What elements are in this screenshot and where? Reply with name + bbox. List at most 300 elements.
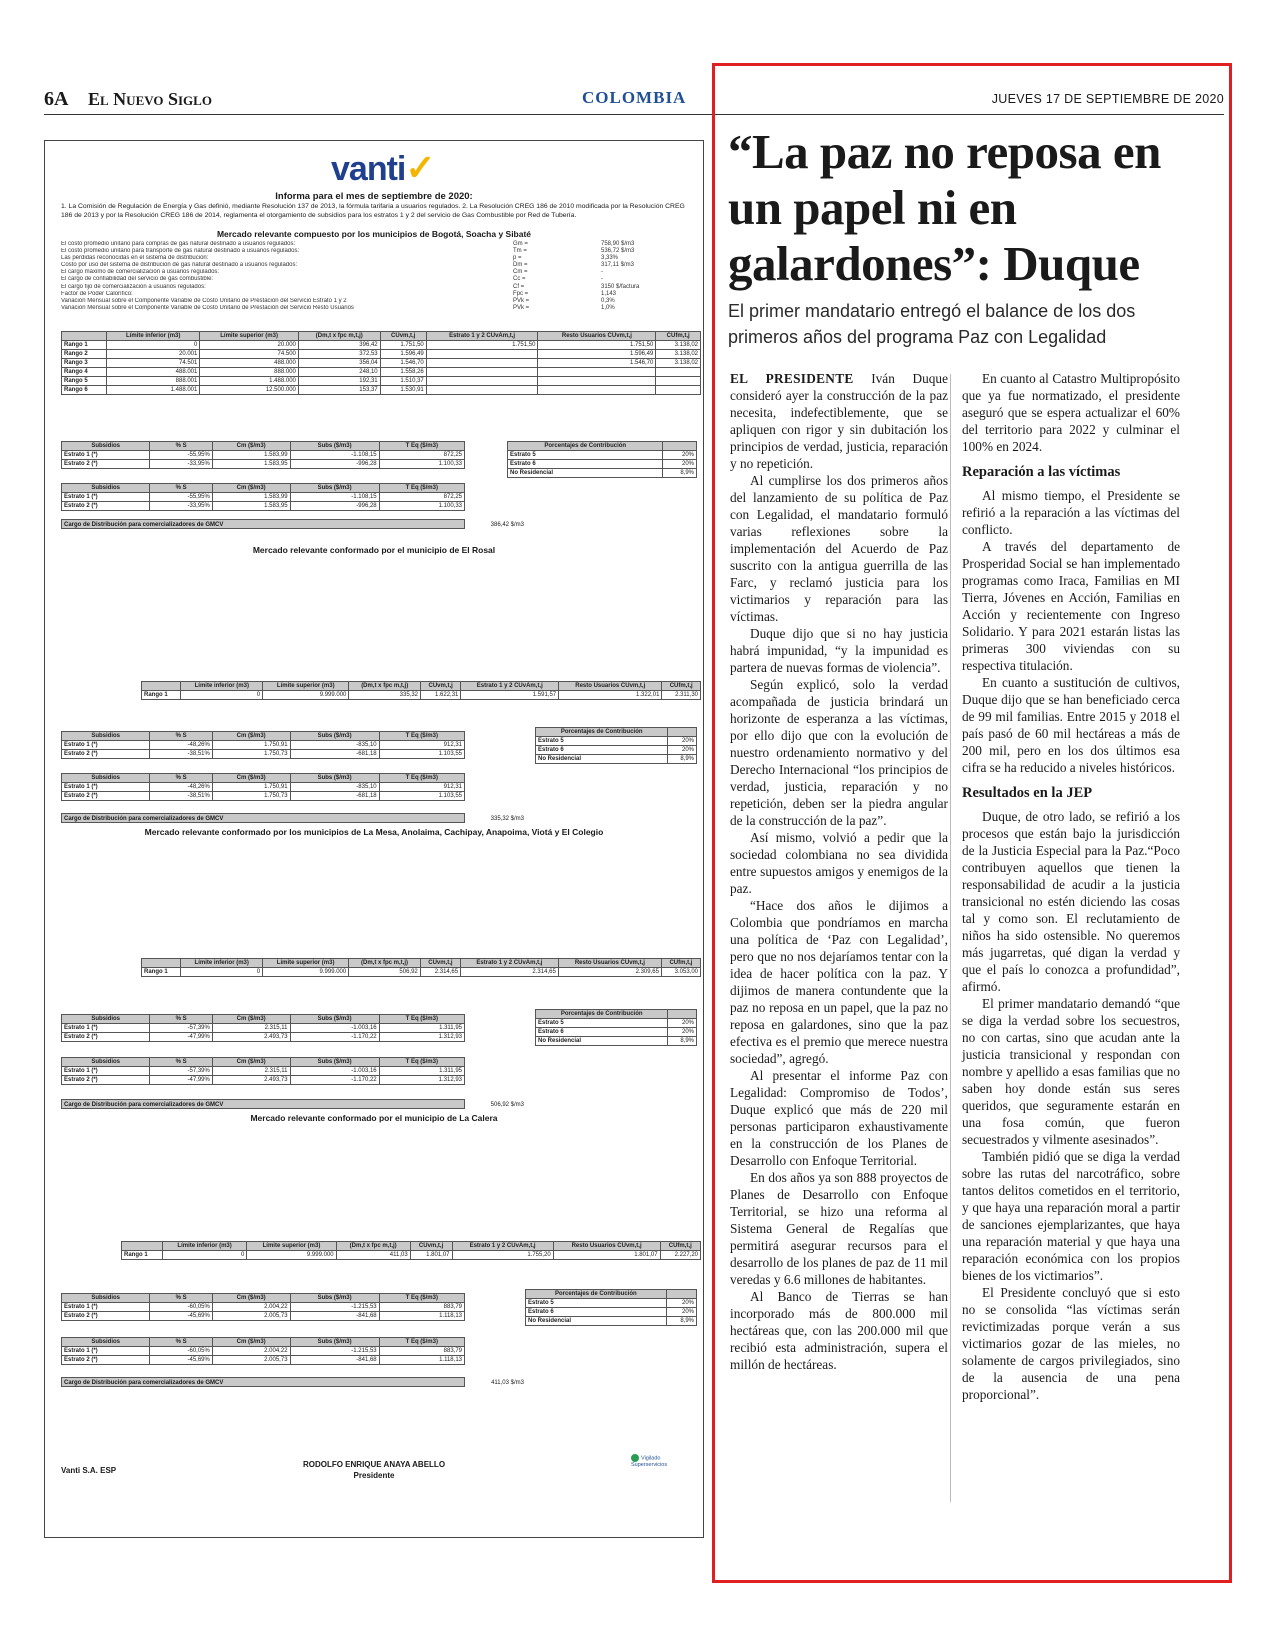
table-header-row bbox=[62, 1058, 465, 1067]
table-cell: 8,9% bbox=[668, 1037, 697, 1046]
table-cell: -1.215,53 bbox=[290, 1347, 379, 1356]
table-header-cell: Subsidios bbox=[62, 1015, 150, 1024]
table-row bbox=[526, 1317, 697, 1326]
table-cell: 1.103,55 bbox=[379, 792, 464, 801]
table-row bbox=[62, 460, 465, 469]
table-cell bbox=[656, 368, 701, 377]
table-row bbox=[62, 377, 701, 386]
table-header-cell: Subs ($/m3) bbox=[290, 1294, 379, 1303]
article-paragraph: Duque dijo que si no hay justicia habrá impunidad, “y la impunidad es partera de nuevas formas de violencia”. bbox=[730, 626, 948, 675]
table-cell: 192,31 bbox=[298, 377, 380, 386]
table-row bbox=[62, 368, 701, 377]
table-cell: 3.138,02 bbox=[656, 359, 701, 368]
table-cell: 488.001 bbox=[107, 368, 200, 377]
table-cell: 2.004,22 bbox=[212, 1347, 290, 1356]
contribution-table-2 bbox=[535, 727, 697, 764]
table-cell: 3.138,02 bbox=[656, 350, 701, 359]
table-row bbox=[526, 1308, 697, 1317]
table-cell: -841,68 bbox=[290, 1312, 379, 1321]
table-cell: Rango 3 bbox=[62, 359, 107, 368]
rate-table-1 bbox=[61, 331, 701, 395]
table-cell: 2.005,73 bbox=[212, 1312, 290, 1321]
parameter-symbol: PVk = bbox=[513, 304, 530, 311]
table-cell: 1.558,26 bbox=[380, 368, 426, 377]
parameter-symbol: PVk = bbox=[513, 297, 530, 304]
table-header-cell: Porcentajes de Contribución bbox=[536, 1010, 668, 1019]
article-paragraph: El Presidente concluyó que si esto no se consolida “las víctimas serán revictimizadas porque verán a sus victimarios gozar de las mieles, no solamente de cargos privilegiados, sino de la ausencia de una pena proporcional”. bbox=[962, 1285, 1180, 1402]
table-cell: Estrato 6 bbox=[536, 1028, 668, 1037]
table-cell: 1.750,91 bbox=[212, 783, 290, 792]
table-cell: 74.500 bbox=[200, 350, 299, 359]
table-cell bbox=[426, 368, 538, 377]
table-header-cell: % S bbox=[150, 732, 212, 741]
table-header-cell: CUvm,t,j bbox=[380, 332, 426, 341]
table-header-cell bbox=[62, 332, 107, 341]
table-cell: 1.546,70 bbox=[380, 359, 426, 368]
table-cell: 1.488.000 bbox=[200, 377, 299, 386]
table-cell bbox=[656, 377, 701, 386]
parameter-symbol: Gm = bbox=[513, 241, 528, 247]
parameter-value: 758,90 $/m3 bbox=[601, 241, 635, 247]
table-header-cell: % S bbox=[150, 442, 212, 451]
table-header-cell: CUfm,t,j bbox=[661, 959, 700, 968]
table-cell: 883,79 bbox=[379, 1303, 464, 1312]
table-header-cell: % S bbox=[150, 484, 212, 493]
table-row bbox=[536, 746, 697, 755]
section-name: COLOMBIA bbox=[582, 88, 687, 107]
parameter-value: 536,72 $/m3 bbox=[601, 248, 635, 255]
table-header-cell: (Dm,t x fpc m,t,j) bbox=[336, 1242, 410, 1251]
table-cell: -60,05% bbox=[150, 1303, 212, 1312]
table-cell: Rango 1 bbox=[62, 341, 107, 350]
table-header-cell: Cm ($/m3) bbox=[212, 1015, 290, 1024]
table-cell: 912,31 bbox=[379, 783, 464, 792]
table-header-cell: Límite superior (m3) bbox=[263, 682, 349, 691]
table-header-row bbox=[122, 1242, 701, 1251]
article-column-1 bbox=[730, 370, 948, 1373]
table-cell: 912,31 bbox=[379, 741, 464, 750]
table-cell: Estrato 5 bbox=[536, 1019, 668, 1028]
table-header-cell bbox=[122, 1242, 163, 1251]
table-cell: -47,99% bbox=[150, 1033, 212, 1042]
table-header-cell: Resto Usuarios CUvm,t,j bbox=[553, 1242, 660, 1251]
parameter-row bbox=[61, 248, 701, 255]
table-cell: -38,51% bbox=[150, 792, 212, 801]
parameter-value: - bbox=[601, 276, 603, 283]
table-cell: 8,9% bbox=[668, 755, 697, 764]
market-parameters-1 bbox=[61, 241, 701, 312]
table-header-cell: T Eq ($/m3) bbox=[379, 1058, 464, 1067]
table-cell: 2.314,65 bbox=[461, 968, 559, 977]
table-cell: 1.755,20 bbox=[452, 1251, 553, 1260]
rate-table-2 bbox=[141, 681, 701, 700]
page-number: 6A bbox=[44, 88, 69, 110]
subsidy-table-4b bbox=[61, 1337, 465, 1365]
table-header-cell: T Eq ($/m3) bbox=[379, 732, 464, 741]
table-cell: 0 bbox=[181, 968, 263, 977]
market-heading-1: Mercado relevante compuesto por los municipios de Bogotá, Soacha y Sibaté bbox=[216, 229, 532, 239]
table-cell: 2.315,11 bbox=[212, 1024, 290, 1033]
table-cell: 1.596,49 bbox=[538, 350, 656, 359]
table-cell: -996,28 bbox=[290, 460, 379, 469]
table-row bbox=[526, 1299, 697, 1308]
table-cell: Estrato 1 (*) bbox=[62, 1303, 150, 1312]
table-header-row bbox=[142, 682, 701, 691]
table-header-cell: Subs ($/m3) bbox=[290, 1338, 379, 1347]
table-cell: Estrato 6 bbox=[536, 746, 668, 755]
table-cell bbox=[426, 359, 538, 368]
table-cell: Estrato 1 (*) bbox=[62, 741, 150, 750]
contribution-table-1 bbox=[507, 441, 697, 478]
distribution-charge-3: Cargo de Distribución para comercializadores de GMCV 506,92 $/m3 bbox=[61, 1099, 465, 1109]
article-paragraph: Al mismo tiempo, el Presidente se refirió a la reparación a las víctimas del conflicto. bbox=[962, 488, 1180, 537]
parameter-label: Factor de Poder Calorífico: bbox=[61, 290, 133, 297]
parameter-row bbox=[61, 262, 701, 269]
table-cell bbox=[538, 377, 656, 386]
parameter-label: Costo por uso del sistema de distribución de gas natural destinado a usuarios regulados: bbox=[61, 262, 298, 269]
parameter-value: 1,0% bbox=[601, 304, 615, 311]
table-cell: 372,53 bbox=[298, 350, 380, 359]
table-cell: 20% bbox=[668, 737, 697, 746]
table-row bbox=[62, 1067, 465, 1076]
table-cell: 1.583,99 bbox=[212, 451, 290, 460]
table-header-row bbox=[62, 774, 465, 783]
table-cell: -1.108,15 bbox=[290, 451, 379, 460]
parameter-value: 0,3% bbox=[601, 297, 615, 304]
table-cell: 153,37 bbox=[298, 386, 380, 395]
parameter-row bbox=[61, 298, 701, 305]
table-header-cell: Porcentajes de Contribución bbox=[526, 1290, 667, 1299]
table-cell: 888.001 bbox=[107, 377, 200, 386]
table-header-cell: Límite inferior (m3) bbox=[181, 959, 263, 968]
parameter-symbol: Cc = bbox=[513, 276, 526, 283]
parameter-row bbox=[61, 291, 701, 298]
table-header-cell: Cm ($/m3) bbox=[212, 732, 290, 741]
distribution-charge-4: Cargo de Distribución para comercializadores de GMCV 411,03 $/m3 bbox=[61, 1377, 465, 1387]
table-cell: 335,32 bbox=[349, 691, 421, 700]
table-header-cell: T Eq ($/m3) bbox=[379, 774, 464, 783]
table-cell: -1.108,15 bbox=[290, 493, 379, 502]
table-cell: 1.801,07 bbox=[553, 1251, 660, 1260]
table-cell: 411,03 bbox=[336, 1251, 410, 1260]
table-row bbox=[62, 1024, 465, 1033]
table-header-cell: T Eq ($/m3) bbox=[379, 1338, 464, 1347]
table-cell: 1.751,50 bbox=[426, 341, 538, 350]
article-paragraph: Así mismo, volvió a pedir que la sociedad colombiana no sea dividida entre supuestos amigos y enemigos de la paz. bbox=[730, 830, 948, 896]
parameter-value: - bbox=[601, 269, 603, 276]
table-row bbox=[62, 1347, 465, 1356]
article-lead: EL PRESIDENTE bbox=[730, 371, 854, 386]
table-header-cell: Subsidios bbox=[62, 732, 150, 741]
table-cell: Estrato 1 (*) bbox=[62, 783, 150, 792]
table-cell: -1.003,16 bbox=[290, 1024, 379, 1033]
table-header-row bbox=[62, 1338, 465, 1347]
column-divider bbox=[950, 374, 951, 1502]
table-cell: Estrato 1 (*) bbox=[62, 1067, 150, 1076]
table-cell: 888.000 bbox=[200, 368, 299, 377]
table-cell: 2.493,73 bbox=[212, 1076, 290, 1085]
table-row bbox=[536, 737, 697, 746]
table-cell: -1.003,16 bbox=[290, 1067, 379, 1076]
subsidy-table-2b bbox=[61, 773, 465, 801]
table-cell: 1.312,93 bbox=[379, 1076, 464, 1085]
table-cell: 488.000 bbox=[200, 359, 299, 368]
table-cell: Estrato 1 (*) bbox=[62, 493, 150, 502]
table-header-cell: Porcentajes de Contribución bbox=[508, 442, 663, 451]
table-header-cell: Resto Usuarios CUvm,t,j bbox=[538, 332, 656, 341]
table-cell: -33,95% bbox=[150, 502, 212, 511]
table-header-row bbox=[508, 442, 697, 451]
table-header-cell: Subs ($/m3) bbox=[290, 774, 379, 783]
table-cell: -681,18 bbox=[290, 792, 379, 801]
table-cell: Estrato 5 bbox=[526, 1299, 667, 1308]
tariff-advertisement bbox=[44, 140, 704, 1538]
parameter-label: El costo promedio unitario para transporte de gas natural destinado a usuarios regulados: bbox=[61, 248, 300, 255]
market-heading-3: Mercado relevante conformado por los municipios de La Mesa, Anolaima, Cachipay, Anapoima, Viotá y El Colegio bbox=[144, 827, 604, 837]
article-subheading: Resultados en la JEP bbox=[962, 785, 1093, 801]
parameter-symbol: Fpc = bbox=[513, 290, 529, 297]
table-row bbox=[536, 1028, 697, 1037]
parameter-label: El cargo fijo de comercialización a usuarios regulados: bbox=[61, 283, 206, 290]
table-header-cell: T Eq ($/m3) bbox=[379, 442, 464, 451]
table-header-cell bbox=[668, 1010, 697, 1019]
table-cell: 20% bbox=[668, 1028, 697, 1037]
table-cell: 1.100,33 bbox=[379, 460, 464, 469]
table-header-cell: Límite superior (m3) bbox=[263, 959, 349, 968]
table-header-row bbox=[62, 732, 465, 741]
table-cell: 1.118,13 bbox=[379, 1356, 464, 1365]
table-header-cell: Subsidios bbox=[62, 442, 150, 451]
parameter-label: Variación Mensual sobre el Componente Variable de Costo Unitario de Prestación del Servicio Estrato 1 y 2 bbox=[61, 297, 347, 304]
seal-icon bbox=[631, 1454, 639, 1462]
table-cell: Rango 2 bbox=[62, 350, 107, 359]
table-row bbox=[142, 968, 701, 977]
table-header-cell: Subs ($/m3) bbox=[290, 484, 379, 493]
table-header-cell bbox=[666, 1290, 696, 1299]
table-cell: 12.500.000 bbox=[200, 386, 299, 395]
table-row bbox=[62, 783, 465, 792]
parameter-label: El cargo de confiabilidad del servicio de gas combustible: bbox=[61, 276, 214, 283]
table-cell: 3.053,00 bbox=[661, 968, 700, 977]
parameter-value: 3150 $/factura bbox=[601, 283, 640, 290]
table-cell: 506,92 bbox=[349, 968, 421, 977]
table-header-cell: Porcentajes de Contribución bbox=[536, 728, 668, 737]
table-cell: 2.227,20 bbox=[660, 1251, 700, 1260]
table-cell: 2.314,65 bbox=[420, 968, 460, 977]
table-cell: 1.750,73 bbox=[212, 750, 290, 759]
table-cell: -47,99% bbox=[150, 1076, 212, 1085]
table-cell: 1.118,13 bbox=[379, 1312, 464, 1321]
table-row bbox=[62, 750, 465, 759]
table-header-cell: % S bbox=[150, 1338, 212, 1347]
table-cell: 883,79 bbox=[379, 1347, 464, 1356]
table-cell bbox=[426, 377, 538, 386]
table-cell: Estrato 2 (*) bbox=[62, 1033, 150, 1042]
table-header-cell: % S bbox=[150, 1294, 212, 1303]
article-paragraph: El primer mandatario demandó “que se diga la verdad sobre los secuestros, no con cartas, sino que acudan ante la justicia transicional y respondan con nombre y apellido a esas familias que no saben hoy donde están sus seres queridos, que seguramente estarán en una fosa común, que fueron secuestrados y vilmente asesinados”. bbox=[962, 996, 1180, 1147]
table-header-cell: % S bbox=[150, 1015, 212, 1024]
table-cell: 1.751,50 bbox=[538, 341, 656, 350]
parameter-row bbox=[61, 255, 701, 262]
table-cell: 396,42 bbox=[298, 341, 380, 350]
table-cell: Estrato 1 (*) bbox=[62, 451, 150, 460]
table-cell: -835,10 bbox=[290, 741, 379, 750]
table-cell: Rango 1 bbox=[122, 1251, 163, 1260]
table-header-cell: CUvm,t,j bbox=[420, 959, 460, 968]
table-cell: 0 bbox=[181, 691, 263, 700]
table-cell: 20.001 bbox=[107, 350, 200, 359]
subsidy-table-1b bbox=[61, 483, 465, 511]
parameter-symbol: Dm = bbox=[513, 262, 528, 269]
contribution-table-3 bbox=[535, 1009, 697, 1046]
table-cell: 1.591,57 bbox=[461, 691, 559, 700]
table-header-row bbox=[62, 1294, 465, 1303]
table-cell: 1.801,07 bbox=[410, 1251, 452, 1260]
table-header-cell: T Eq ($/m3) bbox=[379, 1294, 464, 1303]
table-cell: Estrato 2 (*) bbox=[62, 1356, 150, 1365]
article-column-2 bbox=[962, 370, 1180, 1403]
table-header-cell: Subsidios bbox=[62, 484, 150, 493]
table-cell: Estrato 1 (*) bbox=[62, 1347, 150, 1356]
article-paragraph: EL PRESIDENTE Iván Duque consideró ayer la construcción de la paz necesita, indefectiblemente, que se apliquen con rigor y sin dubitación los principios de verdad, justicia, reparación y no repetición. bbox=[730, 371, 948, 471]
table-cell: -1.170,22 bbox=[290, 1076, 379, 1085]
table-header-cell: Subs ($/m3) bbox=[290, 442, 379, 451]
table-cell: 9.999.000 bbox=[247, 1251, 336, 1260]
article-paragraph: En dos años ya son 888 proyectos de Planes de Desarrollo con Enfoque Territorial, se hizo una reforma al Sistema General de Regalías que permitirá asegurar recursos para el desarrollo de los planes de paz de 11 mil veredas y 6.6 millones de habitantes. bbox=[730, 1170, 948, 1287]
table-header-cell: (Dm,t x fpc m,t,j) bbox=[349, 682, 421, 691]
table-cell: 1.750,73 bbox=[212, 792, 290, 801]
table-cell: Estrato 2 (*) bbox=[62, 502, 150, 511]
table-header-cell: Subs ($/m3) bbox=[290, 732, 379, 741]
table-header-cell: % S bbox=[150, 774, 212, 783]
table-cell: 872,25 bbox=[379, 451, 464, 460]
table-cell: 1.312,93 bbox=[379, 1033, 464, 1042]
table-cell: 20% bbox=[663, 451, 697, 460]
table-row bbox=[62, 386, 701, 395]
table-cell: 1.530,91 bbox=[380, 386, 426, 395]
table-cell: 20% bbox=[668, 1019, 697, 1028]
article-paragraph: Al cumplirse los dos primeros años del lanzamiento de su política de Paz con Legalidad, el mandatario formuló varias reflexiones sobre la implementación del Acuerdo de Paz suscrito con la antigua guerrilla de las Farc, y reclamó justicia para los victimarios y reparación para las víctimas. bbox=[730, 473, 948, 624]
table-header-cell: CUvm,t,j bbox=[410, 1242, 452, 1251]
table-cell bbox=[538, 368, 656, 377]
newspaper-name: El Nuevo Siglo bbox=[88, 89, 212, 109]
article-paragraph: “Hace dos años le dijimos a Colombia que pondríamos en marcha una política de ‘Paz con Legalidad’, pero que no nos dejaríamos tentar con la idea de hacer política con la paz. Y dijimos de manera contundente que la paz no reposa en un papel, que la paz no reposa en galardones, sino que la paz efectiva es el premio que merece nuestra sociedad”, agregó. bbox=[730, 898, 948, 1066]
table-row bbox=[508, 451, 697, 460]
table-header-cell: CUfm,t,j bbox=[662, 682, 701, 691]
vanti-logo: vanti✓ bbox=[331, 147, 435, 188]
table-cell: 0 bbox=[107, 341, 200, 350]
table-cell: Estrato 6 bbox=[526, 1308, 667, 1317]
parameter-symbol: p = bbox=[513, 255, 522, 262]
table-header-cell bbox=[668, 728, 697, 737]
table-cell: 356,04 bbox=[298, 359, 380, 368]
table-row bbox=[508, 460, 697, 469]
table-header-row bbox=[536, 728, 697, 737]
table-cell: Estrato 2 (*) bbox=[62, 792, 150, 801]
table-cell: 2.315,11 bbox=[212, 1067, 290, 1076]
table-header-row bbox=[62, 1015, 465, 1024]
table-cell: 1.583,99 bbox=[212, 493, 290, 502]
table-header-cell: Límite inferior (m3) bbox=[162, 1242, 247, 1251]
table-cell: 1.322,01 bbox=[559, 691, 662, 700]
table-header-cell: CUfm,t,j bbox=[656, 332, 701, 341]
table-row bbox=[62, 1303, 465, 1312]
table-cell: 20% bbox=[666, 1299, 696, 1308]
table-header-cell: Subs ($/m3) bbox=[290, 1058, 379, 1067]
signature-block bbox=[45, 1459, 703, 1481]
parameter-label: Las pérdidas reconocidas en el sistema de distribución: bbox=[61, 255, 209, 262]
table-cell: Estrato 5 bbox=[508, 451, 663, 460]
table-header-cell: Límite inferior (m3) bbox=[181, 682, 263, 691]
table-cell: 20% bbox=[668, 746, 697, 755]
table-header-cell: CUvm,t,j bbox=[421, 682, 461, 691]
table-cell bbox=[538, 386, 656, 395]
parameter-value: 317,11 $/m3 bbox=[601, 262, 634, 269]
rate-table-4 bbox=[121, 1241, 701, 1260]
table-header-cell: T Eq ($/m3) bbox=[379, 1015, 464, 1024]
table-cell: No Residencial bbox=[508, 469, 663, 478]
table-header-cell: (Dm,t x fpc m,t,j) bbox=[349, 959, 421, 968]
table-row bbox=[508, 469, 697, 478]
signer-name: RODOLFO ENRIQUE ANAYA ABELLO bbox=[302, 1460, 446, 1469]
table-cell: 1.596,49 bbox=[380, 350, 426, 359]
article-subheading: Reparación a las víctimas bbox=[962, 464, 1121, 480]
table-cell: 0 bbox=[162, 1251, 247, 1260]
table-header-cell: Límite superior (m3) bbox=[247, 1242, 336, 1251]
table-cell: No Residencial bbox=[536, 1037, 668, 1046]
table-row bbox=[62, 792, 465, 801]
table-cell: 1.100,33 bbox=[379, 502, 464, 511]
table-cell: 8,9% bbox=[663, 469, 697, 478]
table-cell: 248,10 bbox=[298, 368, 380, 377]
table-row bbox=[142, 691, 701, 700]
distribution-charge-1: Cargo de Distribución para comercializadores de GMCV 386,42 $/m3 bbox=[61, 519, 465, 529]
table-header-cell: Estrato 1 y 2 CUvAm,t,j bbox=[426, 332, 538, 341]
table-cell: -835,10 bbox=[290, 783, 379, 792]
table-cell: -45,69% bbox=[150, 1356, 212, 1365]
table-cell: 2.004,22 bbox=[212, 1303, 290, 1312]
table-cell: 1.750,91 bbox=[212, 741, 290, 750]
table-cell: Rango 6 bbox=[62, 386, 107, 395]
company-name: Vanti S.A. ESP bbox=[61, 1466, 117, 1475]
table-cell: 1.488.001 bbox=[107, 386, 200, 395]
table-header-cell: Cm ($/m3) bbox=[212, 1058, 290, 1067]
parameter-label: Variación Mensual sobre el Componente Variable de Costo Unitario de Prestación del Servicio Resto Usuarios bbox=[61, 304, 354, 311]
table-cell: Estrato 2 (*) bbox=[62, 1076, 150, 1085]
table-header-cell: Cm ($/m3) bbox=[212, 442, 290, 451]
table-cell: -38,51% bbox=[150, 750, 212, 759]
table-cell: -48,26% bbox=[150, 783, 212, 792]
table-cell: 9.999.000 bbox=[263, 968, 349, 977]
table-cell: -1.215,53 bbox=[290, 1303, 379, 1312]
article-paragraph: Duque, de otro lado, se refirió a los procesos que están bajo la jurisdicción de la Justicia Especial para la Paz.“Poco contribuyen aquellos que tienen la responsabilidad de acudir a la justicia transicional no estén diciendo las cosas tal y como son. El reclutamiento de niños ha sido ostensible. No queremos más jugarretas, qué digan la verdad y que el país lo conozca a profundidad”, afirmó. bbox=[962, 809, 1180, 994]
parameter-row bbox=[61, 241, 701, 248]
table-header-row bbox=[536, 1010, 697, 1019]
table-row bbox=[62, 1033, 465, 1042]
table-cell: 2.493,73 bbox=[212, 1033, 290, 1042]
table-cell: Estrato 2 (*) bbox=[62, 750, 150, 759]
table-header-cell: Límite superior (m3) bbox=[200, 332, 299, 341]
parameter-value: 3,33% bbox=[601, 255, 619, 262]
ad-intro: 1. La Comisión de Regulación de Energía y Gas definió, mediante Resolución 137 de 2013, la fórmula tarifaria a usuarios regulados. 2. La Resolución CREG 186 de 2010 modificada por la Resolución CREG 186 de 2013 y por la Resolución CREG 186 de 2014, reglamenta el otorgamiento de subsidios para los estratos 1 y 2 del servicio de Gas Combustible por Red de Tubería. bbox=[61, 203, 685, 219]
table-header-row bbox=[62, 442, 465, 451]
table-cell: -33,95% bbox=[150, 460, 212, 469]
table-cell: 20% bbox=[663, 460, 697, 469]
table-cell: Rango 5 bbox=[62, 377, 107, 386]
table-header-row bbox=[142, 959, 701, 968]
table-cell: No Residencial bbox=[536, 755, 668, 764]
parameter-label: El cargo máximo de comercialización a usuarios regulados: bbox=[61, 269, 220, 276]
